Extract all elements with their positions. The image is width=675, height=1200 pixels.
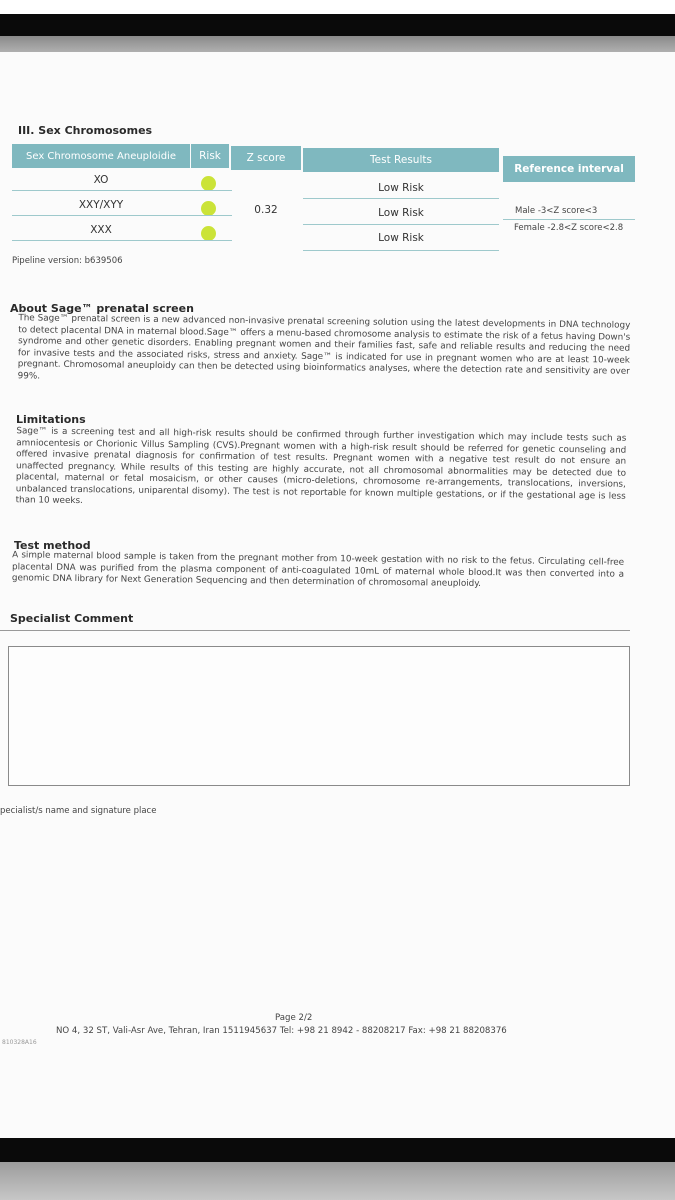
- row-name: XO: [93, 174, 109, 186]
- header-zscore: Z score: [231, 146, 301, 170]
- top-black-band: [0, 14, 675, 36]
- header-test-results: Test Results: [303, 148, 499, 172]
- footer-address: NO 4, 32 ST, Vali-Asr Ave, Tehran, Iran 1511945637 Tel: +98 21 8942 - 88208217 Fax: +98 21 88208376: [56, 1026, 507, 1036]
- risk-indicator-icon: [201, 226, 216, 241]
- risk-indicator-icon: [201, 201, 216, 216]
- row-result: Low Risk: [378, 232, 424, 244]
- document-code: 810328A16: [2, 1039, 37, 1046]
- row-result: Low Risk: [378, 207, 424, 219]
- row-divider: [303, 198, 499, 199]
- signature-label: pecialist/s name and signature place: [0, 806, 157, 816]
- reference-divider: [503, 219, 635, 220]
- document-page: [0, 52, 675, 1138]
- risk-indicator-icon: [201, 176, 216, 191]
- section-title: III. Sex Chromosomes: [18, 124, 153, 137]
- row-divider: [12, 190, 232, 191]
- specialist-comment-box: [8, 646, 630, 786]
- limitations-title: Limitations: [16, 413, 86, 426]
- reference-female: Female -2.8<Z score<2.8: [514, 223, 624, 233]
- row-divider: [303, 250, 499, 251]
- pipeline-version: Pipeline version: b639506: [12, 256, 123, 266]
- method-text: A simple maternal blood sample is taken from the pregnant mother from 10-week gestation with no risk to the fetus. Circulating cell-free placental DNA was purified from the plasma component of anti-coagulated 10mL of maternal whole blood.It was then converted into a genomic DNA library for Next Generation Sequencing and then determination of chromosomal aneuploidy.: [11, 550, 625, 589]
- bottom-black-band: [0, 1138, 675, 1162]
- header-risk: Risk: [191, 144, 229, 168]
- comment-divider: [0, 630, 630, 631]
- limitations-text: Sage™ is a screening test and all high-risk results should be confirmed through further investigation which may include tests such as amniocentesis or Chorionic Villus Sampling (CVS).Pregnant women with a high-risk result should be referred for genetic counseling and offered invasive prenatal diagnosis for confirmation of test results. Pregnant women with a negative test result do not ensure an unaffected pregnancy. While results of this testing are highly accurate, not all chromosomal abnormalities may be detected due to placental, maternal or fetal mosaicism, or other causes (micro-deletions, chromosome re-arrangements, translocations, inversions, unbalanced translocations, uniparental disomy). The test is not reportable for known multiple gestations, or if the gestational age is less than 10 weeks.: [15, 426, 627, 507]
- row-divider: [12, 240, 232, 241]
- reference-male: Male -3<Z score<3: [515, 206, 598, 216]
- row-name: XXY/XYY: [78, 199, 124, 211]
- comment-title: Specialist Comment: [10, 612, 134, 625]
- row-divider: [12, 215, 232, 216]
- header-reference: Reference interval: [503, 156, 635, 182]
- bottom-grey-strip: [0, 1162, 675, 1200]
- about-title: About Sage™ prenatal screen: [10, 302, 194, 315]
- row-divider: [303, 224, 499, 225]
- header-aneuploidie: Sex Chromosome Aneuploidie: [12, 144, 190, 168]
- method-title: Test method: [14, 539, 91, 552]
- row-name: XXX: [90, 224, 112, 236]
- page-number: Page 2/2: [275, 1013, 313, 1023]
- row-result: Low Risk: [378, 182, 424, 194]
- zscore-value: 0.32: [254, 204, 278, 216]
- about-text: The Sage™ prenatal screen is a new advanced non-invasive prenatal screening solution using the latest developments in DNA technology to detect placental DNA in maternal blood.Sage™ offers a menu-based chromosome analysis to estimate the risk of a fetus having Down's syndrome and other genetic disorders. Enabling pregnant women and their families fast, safe and reliable results and reducing the need for invasive tests and the associated risks, stress and anxiety. Sage™ is indicated for use in pregnant women who are at least 10-week pregnant. Chromosomal aneuploidy can then be detected using bioinformatics analyses, where the detection rate and sensitivity are over 99%.: [17, 313, 631, 382]
